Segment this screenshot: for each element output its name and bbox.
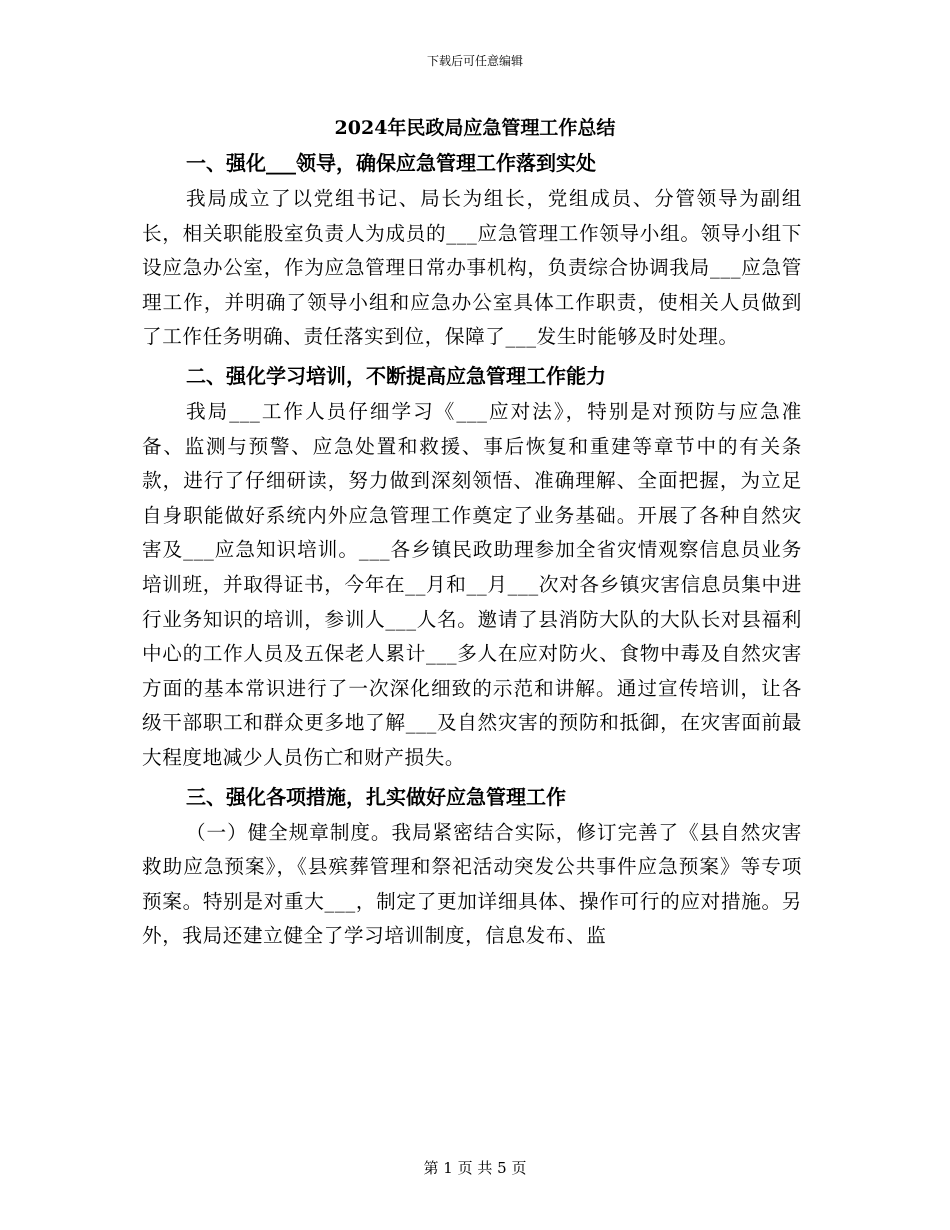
section-3 <box>142 780 802 954</box>
document-body <box>142 146 802 958</box>
document-title: 2024年民政局应急管理工作总结 <box>334 117 616 139</box>
section-heading: 三、强化各项措施，扎实做好应急管理工作 <box>186 784 566 809</box>
paragraph: 我局___工作人员仔细学习《___应对法》，特别是对预防与应急准备、监测与预警、应急处置和救援、事后恢复和重建等章节中的有关条款，进行了仔细研读，努力做到深刻领悟、准确理解、全面把握，为立足自身职能做好系统内外应急管理工作奠定了业务基础。开展了各种自然灾害及___应急知识培训。___各乡镇民政助理参加全省灾情观察信息员业务培训班，并取得证书，今年在__月和__月___次对各乡镇灾害信息员集中进行业务知识的培训，参训人___人名。邀请了县消防大队的大队长对县福利中心的工作人员及五保老人累计___多人在应对防火、食物中毒及自然灾害方面的基本常识进行了一次深化细致的示范和讲解。通过宣传培训，让各级干部职工和群众更多地了解___及自然灾害的预防和抵御，在灾害面前最大程度地减少人员伤亡和财产损失。 <box>142 399 802 769</box>
section-1 <box>142 146 802 355</box>
paragraph: （一）健全规章制度。我局紧密结合实际，修订完善了《县自然灾害救助应急预案》，《县殡葬管理和祭祀活动突发公共事件应急预案》等专项预案。特别是对重大___，制定了更加详细具体、操作可行的应对措施。另外，我局还建立健全了学习培训制度，信息发布、监 <box>142 820 802 948</box>
section-2 <box>142 359 802 776</box>
section-heading: 一、强化___领导，确保应急管理工作落到实处 <box>186 151 596 175</box>
page-number: 第 1 页 共 5 页 <box>423 1159 527 1177</box>
paragraph: 我局成立了以党组书记、局长为组长，党组成员、分管领导为副组长，相关职能股室负责人为成员的___应急管理工作领导小组。领导小组下设应急办公室，作为应急管理日常办事机构，负责综合协调我局___应急管理工作，并明确了领导小组和应急办公室具体工作职责，使相关人员做到了工作任务明确、责任落实到位，保障了___发生时能够及时处理。 <box>142 187 802 349</box>
section-heading: 二、强化学习培训，不断提高应急管理工作能力 <box>186 363 606 388</box>
page-header-note: 下载后可任意编辑 <box>426 54 523 68</box>
